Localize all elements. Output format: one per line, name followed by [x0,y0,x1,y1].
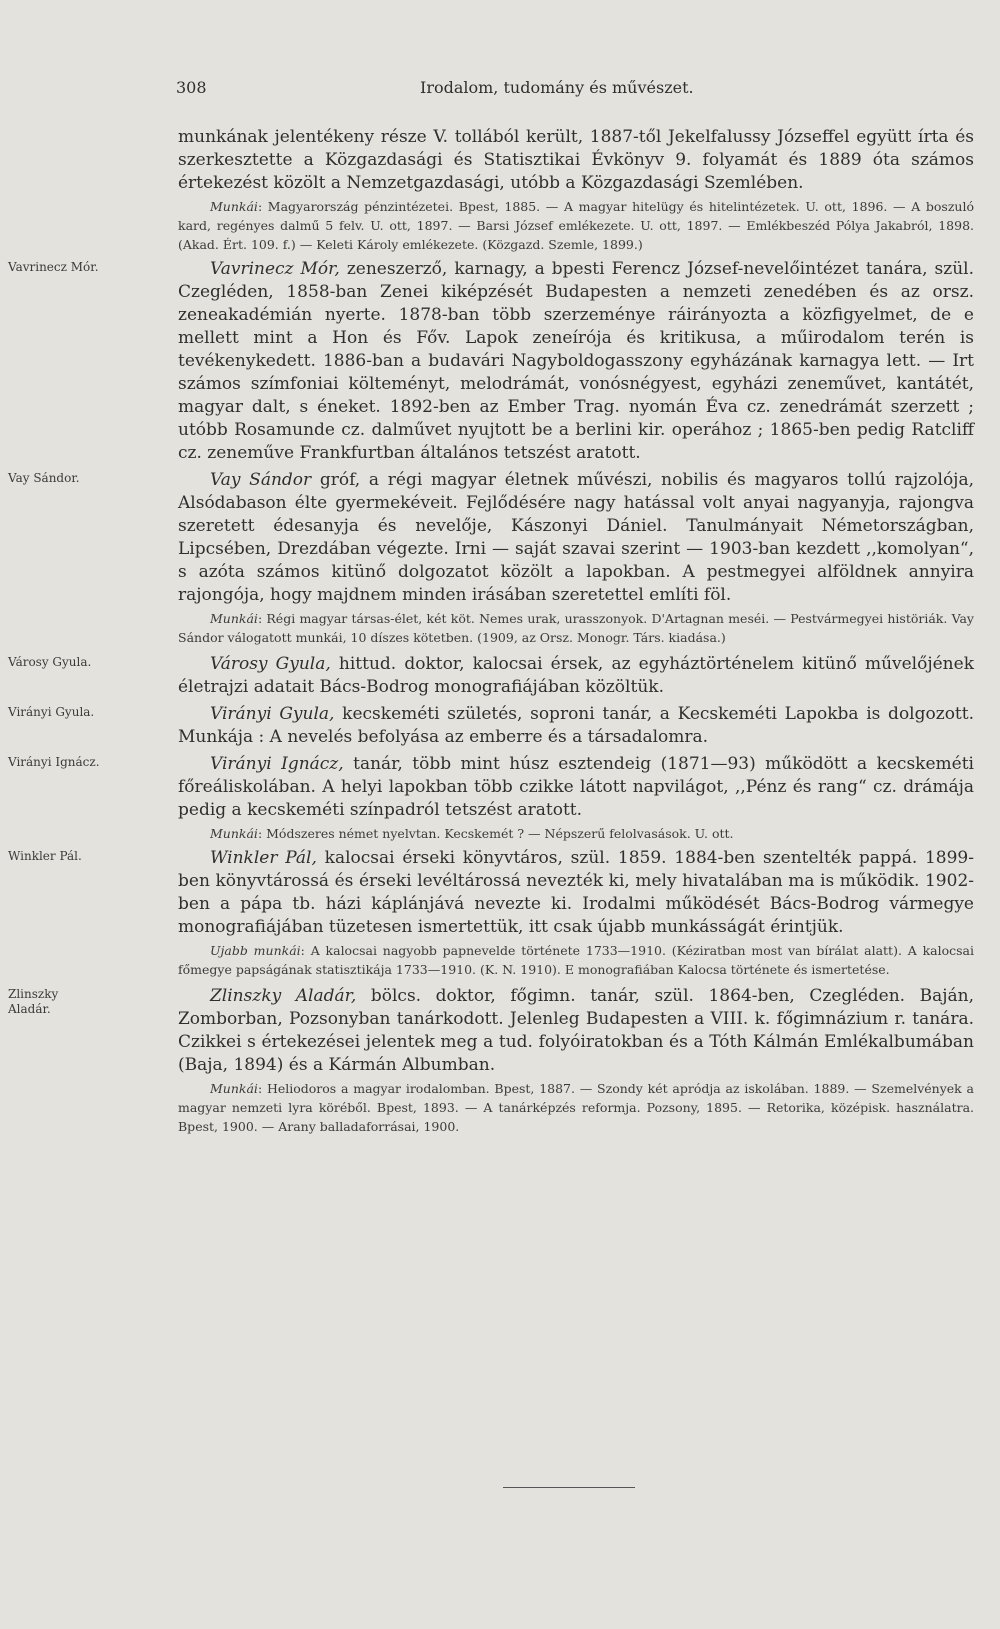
entry-viranyi-ignacz [8,753,974,843]
margin-label: Vavrinecz Mór. [8,260,99,274]
entry-body: Zlinszky Aladár, bölcs. doktor, főgimn. tanár, szül. 1864-ben, Czegléden. Baján, Zomborban, Pozsonyban tanárkodott. Jelenleg Budapesten a VIII. k. főgimnázium r. tanára. Czikkei s értekezései jelentek meg a tud. folyóiratokban és a Tóth Kálmán Emlékalbumában (Baja, 1894) és a Kármán Albumban. [178,986,974,1075]
entry-name: Winkler Pál, [210,848,317,868]
entry-vavrinecz [8,258,975,465]
margin-label: Winkler Pál. [8,849,82,863]
entry-name: Vavrinecz Mór, [210,259,340,279]
works-list: Munkái: Módszeres német nyelvtan. Kecskemét ? — Népszerű felolvasások. U. ott. [210,826,734,841]
entry-zlinszky [8,985,974,1136]
page-header [176,78,736,102]
entry-viranyi-gyula [8,703,974,749]
entry-varosy [8,653,974,699]
entry-body: Vavrinecz Mór, zeneszerző, karnagy, a bpesti Ferencz József-nevelőintézet tanára, szül. Czegléden, 1858-ban Zenei kiképzését Budapesten a nemzeti zenedében és az orsz. zeneakadémián nyerte. 1878-ban több szerzeménye ráirányozta a közfigyelmet, de e mellett mint a Hon és Főv. Lapok zeneírója és kritikusa, a műirodalom terén is tevékenykedett. 1886-ban a budavári Nagyboldogasszony egyházának karnagya lett. — Irt számos szímfoniai költeményt, melodrámát, vonósnégyest, egyházi zeneművet, kantátét, magyar dalt, s éneket. 1892-ben az Ember Trag. nyomán Éva cz. zenedrámát szerzett ; utóbb Rosamunde cz. dalművet nyujtott be a berlini kir. operához ; 1865-ben pedig Ratcliff cz. zeneműve Frankfurtban általános tetszést aratott. [178,259,975,463]
entry-continuation [178,126,974,254]
entry-name: Városy Gyula, [210,654,331,674]
entry-name: Virányi Ignácz, [210,754,344,774]
entry-name: Virányi Gyula, [210,704,335,724]
entry-body: Virányi Ignácz, tanár, több mint húsz esztendeig (1871—93) működött a kecskeméti főreáliskolában. A helyi lapokban több czikke látott napvilágot, ,,Pénz és rang“ cz. drámája pedig a kecskeméti színpadról tetszést aratott. [178,754,974,820]
works-list: Munkái: Magyarország pénzintézetei. Bpest, 1885. — A magyar hitelügy és hitelintézetek. U. ott, 1896. — A boszuló kard, regényes dalmű 5 felv. U. ott, 1897. — Barsi József emlékezete. U. ott, 1897. — Emlékbeszéd Pólya Jakabról, 1898. (Akad. Ért. 109. f.) — Keleti Károly emlékezete. (Közgazd. Szemle, 1899.) [178,199,974,252]
entry-vay [8,469,974,647]
footer-rule [503,1487,635,1488]
entry-winkler [8,847,974,979]
entry-body: Vay Sándor gróf, a régi magyar életnek művészi, nobilis és magyaros tollú rajzolója, Alsódabason élte gyermekéveit. Fejlődésére nagy hatással volt anyai nagyanyja, rajongva szeretett édesanyja és nevelője, Kászonyi Dániel. Tanulmányait Németországban, Lipcsében, Drezdában végezte. Irni — saját szavai szerint — 1903-ban kezdett ,,komolyan“, s azóta számos kitünő dolgozatot közölt a lapokban. A pestmegyei alföldnek annyira rajongója, hogy majdnem minden irásában szeretettel említi föl. [178,470,974,605]
entry-body: Városy Gyula, hittud. doktor, kalocsai érsek, az egyháztörténelem kitünő művelőjének életrajzi adatait Bács-Bodrog monografiájában közöltük. [178,654,974,697]
margin-label: Vay Sándor. [8,471,80,485]
margin-label: Városy Gyula. [8,655,92,669]
works-list: Munkái: Heliodoros a magyar irodalomban. Bpest, 1887. — Szondy két apródja az iskolában. 1889. — Szemelvények a magyar nemzeti lyra köréből. Bpest, 1893. — A tanárképzés reformja. Pozsony, 1895. — Retorika, középisk. használatra. Bpest, 1900. — Arany balladaforrásai, 1900. [178,1081,974,1134]
page-number: 308 [176,78,207,97]
works-list: Ujabb munkái: A kalocsai nagyobb papnevelde története 1733—1910. (Kéziratban most van bírálat alatt). A kalocsai főmegye papságának statisztikája 1733—1910. (K. N. 1910). E monografiában Kalocsa története és ismertetése. [178,943,974,977]
entry-name: Vay Sándor [210,470,312,490]
entry-body: Winkler Pál, kalocsai érseki könyvtáros, szül. 1859. 1884-ben szentelték pappá. 1899-ben könyvtárossá és érseki levéltárossá nevezték ki, mely hivatalában ma is működik. 1902-ben a pápa tb. házi káplánjává nevezte ki. Irodalmi működését Bács-Bodrog vármegye monografiájában tüzetesen ismertettük, itt csak újabb munkásságát érintjük. [178,848,974,937]
works-list: Munkái: Régi magyar társas-élet, két köt. Nemes urak, urasszonyok. D'Artagnan meséi. — Pestvármegyei histöriák. Vay Sándor válogatott munkái, 10 díszes kötetben. (1909, az Orsz. Monogr. Társ. kiadása.) [178,611,974,645]
running-title: Irodalom, tudomány és művészet. [420,78,694,97]
page-body [8,126,975,1136]
entry-body: munkának jelentékeny része V. tollából került, 1887-től Jekelfalussy Józseffel együtt írta és szerkesztette a Közgazdasági és Statisztikai Évkönyv 9. folyamát és 1889 óta számos értekezést közölt a Nemzetgazdasági, utóbb a Közgazdasági Szemlében. [178,127,974,193]
entry-body: Virányi Gyula, kecskeméti születés, soproni tanár, a Kecskeméti Lapokba is dolgozott. Munkája : A nevelés befolyása az emberre és a társadalomra. [178,704,974,747]
entry-name: Zlinszky Aladár, [210,986,357,1006]
margin-label: Virányi Gyula. [8,705,95,719]
margin-label: Virányi Ignácz. [8,755,100,769]
margin-label: Zlinszky Aladár. [8,987,59,1016]
